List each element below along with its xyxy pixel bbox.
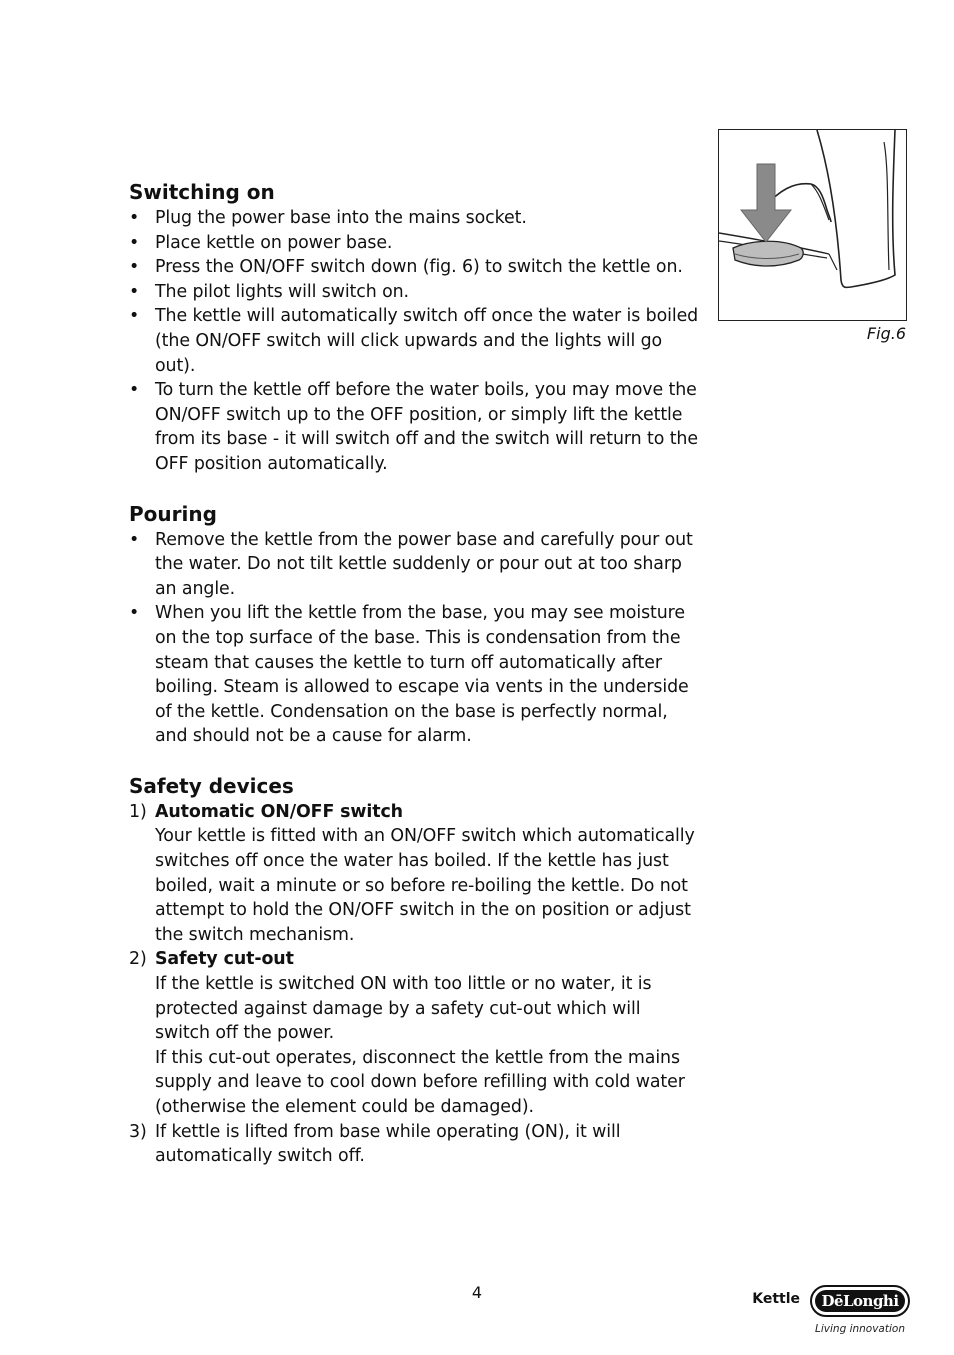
list-item: • The kettle will automatically switch off once the water is boiled (the ON/OFF switch will click upwards and the lights will go out). (129, 306, 699, 376)
item-paragraph: Your kettle is fitted with an ON/OFF switch which automatically switches off once the water has boiled. If the kettle has just boiled, wait a minute or so before re-boiling the kettle. Do not attempt to hold the ON/OFF switch in the on position or adjust the switch mechanism. (155, 826, 695, 945)
list-item (129, 800, 699, 948)
switching-on-list (129, 206, 699, 477)
item-paragraph: If the kettle is switched ON with too little or no water, it is protected against damage by a safety cut-out which will switch off the power. (155, 974, 652, 1044)
list-item: • Remove the kettle from the power base and carefully pour out the water. Do not tilt kettle suddenly or pour out at too sharp an angle. (129, 529, 693, 599)
bullet: • (129, 232, 140, 253)
bullet: • (129, 380, 140, 401)
item-heading: Safety cut-out (155, 949, 294, 970)
brand-tagline: Living innovation (815, 1323, 905, 1335)
bullet: • (129, 208, 140, 228)
brand-logo (810, 1285, 910, 1317)
figure-6-box (718, 129, 907, 321)
pouring-list (129, 528, 699, 749)
figure-caption: Fig.6 (866, 324, 906, 343)
list-item: • The pilot lights will switch on. (129, 280, 699, 305)
item-heading: Automatic ON/OFF switch (155, 801, 403, 822)
footer-product-label: Kettle (752, 1291, 800, 1307)
list-item (129, 1120, 699, 1169)
section-title-safety-devices: Safety devices (129, 773, 294, 798)
item-number: 2) (129, 949, 147, 970)
section-title-pouring: Pouring (129, 501, 217, 526)
bullet: • (129, 603, 140, 624)
safety-devices-list (129, 800, 699, 1169)
item-number: 1) (129, 801, 147, 822)
list-item (129, 947, 699, 1119)
section-title-switching-on: Switching on (129, 180, 275, 204)
kettle-switch-illustration-icon (719, 130, 907, 321)
list-item: • Press the ON/OFF switch down (fig. 6) to switch the kettle on. (129, 255, 699, 280)
brand-name: DēLonghi (821, 1292, 899, 1310)
list-item: • When you lift the kettle from the base, you may see moisture on the top surface of the base. This is condensation from the steam that causes the kettle to turn off automatically after boiling. Steam is allowed to escape via vents in the underside of the kettle. Condensation on the base is perfectly normal, and should not be a cause for alarm. (129, 603, 689, 747)
bullet: • (129, 257, 140, 278)
bullet: • (129, 306, 140, 327)
list-item: • To turn the kettle off before the water boils, you may move the ON/OFF switch up to the OFF position, or simply lift the kettle from its base - it will switch off and the switch will return to the OFF position automatically. (129, 380, 698, 474)
list-item: • Place kettle on power base. (129, 231, 699, 256)
bullet: • (129, 529, 140, 550)
list-item: • Plug the power base into the mains socket. (129, 206, 699, 231)
page-number: 4 (471, 1283, 483, 1302)
item-number: 3) (129, 1121, 147, 1142)
item-text: If kettle is lifted from base while operating (ON), it will automatically switch off. (155, 1121, 621, 1167)
manual-page-content (129, 178, 699, 1169)
bullet: • (129, 281, 140, 302)
item-paragraph: If this cut-out operates, disconnect the kettle from the mains supply and leave to cool down before refilling with cold water (otherwise the element could be damaged). (155, 1047, 685, 1117)
